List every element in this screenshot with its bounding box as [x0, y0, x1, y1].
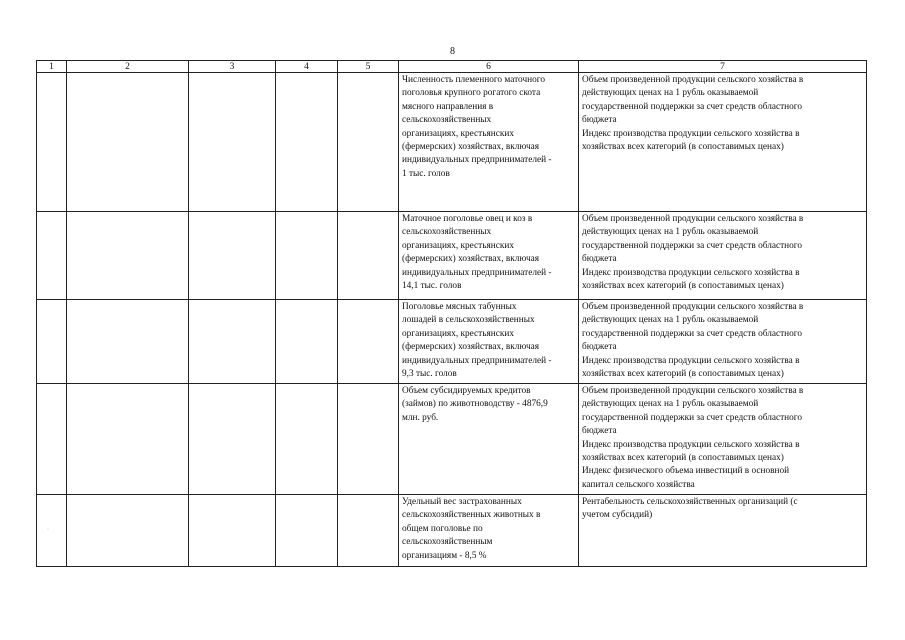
table-cell-empty [67, 300, 189, 384]
column-number-2: 2 [67, 61, 189, 73]
indicators-table [36, 60, 867, 567]
column-number-5: 5 [338, 61, 399, 73]
result-indicator-text: Объем произведенной продукции сельского хозяйства в действующих ценах на 1 рубль оказываемой государственной поддержки за счет средств областного бюджета Индекс производства продукции сельского хозяйства в хозяйствах всех категорий (в сопоставимых ценах) [582, 214, 804, 292]
target-indicator-cell [399, 300, 579, 384]
result-indicator-cell [579, 300, 867, 384]
table-cell-empty [276, 212, 338, 300]
page-number: 8 [450, 46, 455, 57]
result-indicator-cell [579, 212, 867, 300]
target-indicator-cell [399, 212, 579, 300]
target-indicator-cell [399, 495, 579, 567]
table-cell-empty [338, 300, 399, 384]
column-number-row [37, 61, 867, 73]
table-cell-empty [67, 495, 189, 567]
result-indicator-cell [579, 73, 867, 212]
result-indicator-text: Объем произведенной продукции сельского хозяйства в действующих ценах на 1 рубль оказываемой государственной поддержки за счет средств областного бюджета Индекс производства продукции сельского хозяйства в хозяйствах всех категорий (в сопоставимых ценах) [582, 75, 804, 153]
table-cell-empty [276, 73, 338, 212]
column-number-4: 4 [276, 61, 338, 73]
scan-speck: · [47, 527, 49, 533]
table-cell-empty [189, 495, 276, 567]
table-cell-empty [37, 384, 67, 495]
result-indicator-text: Рентабельность сельскохозяйственных организаций (с учетом субсидий) [582, 497, 798, 521]
result-indicator-text: Объем произведенной продукции сельского хозяйства в действующих ценах на 1 рубль оказываемой государственной поддержки за счет средств областного бюджета Индекс производства продукции сельского хозяйства в хозяйствах всех категорий (в сопоставимых ценах) Индекс физического объема инвестиций в основной капитал сельского хозяйства [582, 386, 804, 490]
table-cell-empty [67, 73, 189, 212]
target-indicator-cell [399, 73, 579, 212]
table-cell-empty [338, 495, 399, 567]
table-cell-empty [338, 73, 399, 212]
table-cell-empty [37, 300, 67, 384]
table-cell-empty [276, 384, 338, 495]
table-row [37, 384, 867, 495]
target-indicator-cell [399, 384, 579, 495]
table-cell-empty [189, 300, 276, 384]
target-indicator-text: Поголовье мясных табунных лошадей в сельскохозяйственных организациях, крестьянских (фермерских) хозяйствах, включая индивидуальных предпринимателей - 9,3 тыс. голов [402, 302, 552, 380]
target-indicator-text: Маточное поголовье овец и коз в сельскохозяйственных организациях, крестьянских (фермерских) хозяйствах, включая индивидуальных предпринимателей - 14,1 тыс. голов [402, 214, 552, 292]
table-cell-empty [37, 495, 67, 567]
target-indicator-text: Численность племенного маточного поголовья крупного рогатого скота мясного направления в сельскохозяйственных организациях, крестьянских (фермерских) хозяйствах, включая индивидуальных предпринимателей - 1 тыс. голов [402, 75, 552, 179]
column-number-6: 6 [399, 61, 579, 73]
column-number-1: 1 [37, 61, 67, 73]
result-indicator-cell [579, 384, 867, 495]
column-number-7: 7 [579, 61, 867, 73]
result-indicator-cell [579, 495, 867, 567]
column-number-3: 3 [189, 61, 276, 73]
target-indicator-text: Удельный вес застрахованных сельскохозяйственных животных в общем поголовье по сельскохозяйственным организациям - 8,5 % [402, 497, 541, 561]
table-cell-empty [276, 495, 338, 567]
table-cell-empty [189, 73, 276, 212]
table-row [37, 300, 867, 384]
table-cell-empty [37, 212, 67, 300]
table-cell-empty [67, 212, 189, 300]
table-row [37, 495, 867, 567]
table-cell-empty [189, 212, 276, 300]
table-cell-empty [276, 300, 338, 384]
target-indicator-text: Объем субсидируемых кредитов (займов) по животноводству - 4876,9 млн. руб. [402, 386, 548, 423]
table-cell-empty [37, 73, 67, 212]
result-indicator-text: Объем произведенной продукции сельского хозяйства в действующих ценах на 1 рубль оказываемой государственной поддержки за счет средств областного бюджета Индекс производства продукции сельского хозяйства в хозяйствах всех категорий (в сопоставимых ценах) [582, 302, 804, 380]
table-row [37, 73, 867, 212]
table-cell-empty [189, 384, 276, 495]
table-cell-empty [338, 384, 399, 495]
table-cell-empty [338, 212, 399, 300]
table-cell-empty [67, 384, 189, 495]
table-row [37, 212, 867, 300]
